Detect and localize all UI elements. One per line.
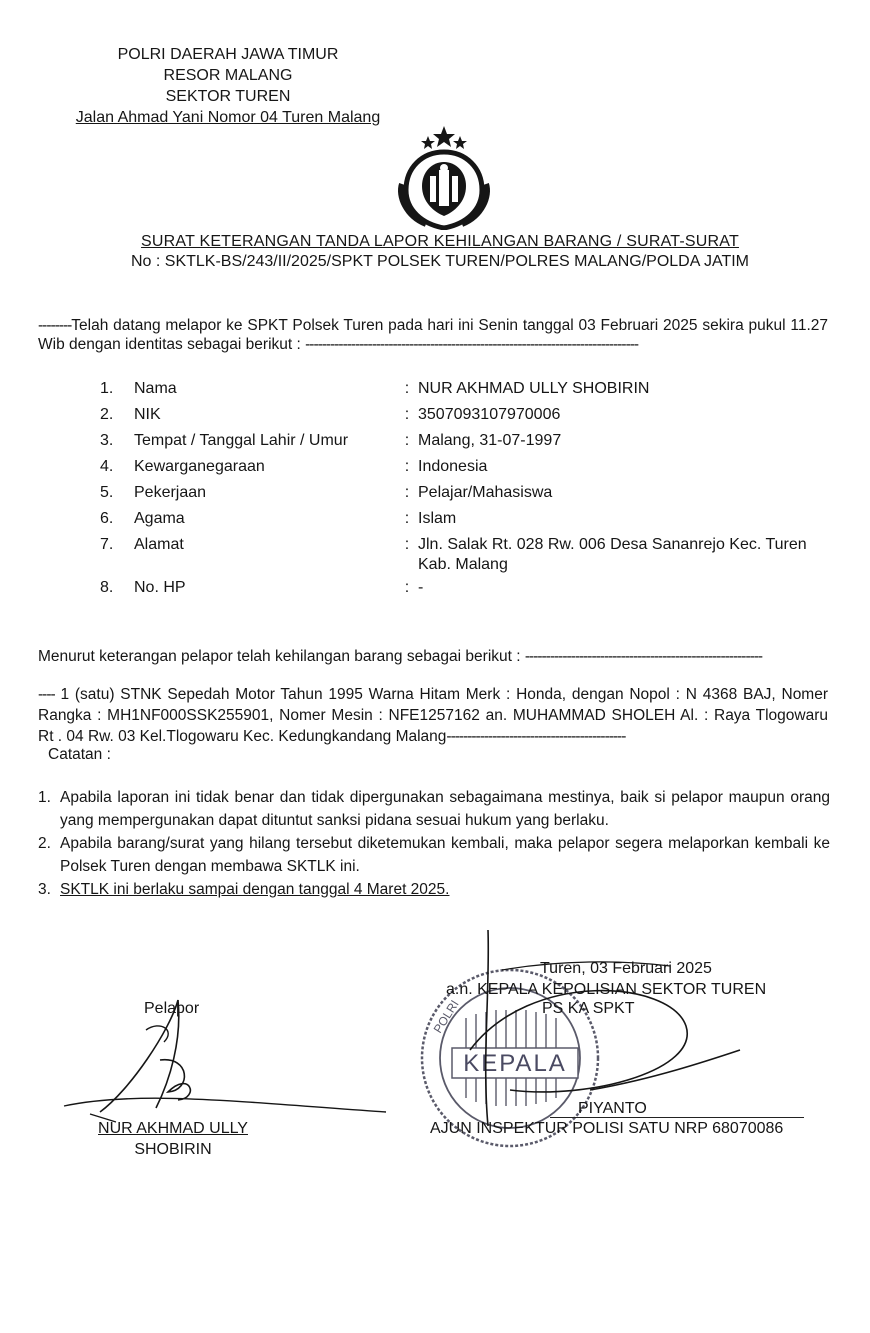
identity-value: Pelajar/Mahasiswa <box>418 484 553 501</box>
identity-number: 1. <box>100 380 114 397</box>
identity-colon: : <box>404 484 410 501</box>
reporter-name <box>88 1118 258 1160</box>
identity-number: 4. <box>100 458 114 475</box>
signature-rule <box>550 1117 804 1118</box>
note-text: SKTLK ini berlaku sampai dengan tanggal 4 Maret 2025. <box>60 881 450 898</box>
identity-row <box>100 402 830 428</box>
note-text: Apabila laporan ini tidak benar dan tidak dipergunakan sebagaimana mestinya, baik si pelapor maupun orang yang mempergunakan dapat dituntut sanksi pidana sesuai hukum yang berlaku. <box>60 789 830 829</box>
note-text: Apabila barang/surat yang hilang tersebut diketemukan kembali, maka pelapor segera melaporkan kembali ke Polsek Turen dengan membawa SKTLK ini. <box>60 835 830 875</box>
stamp-text: KEPALA <box>463 1050 567 1077</box>
catatan-label: Catatan : <box>48 746 111 763</box>
identity-value: Jln. Salak Rt. 028 Rw. 006 Desa Sananrejo Kec. Turen Kab. Malang <box>418 536 807 573</box>
notes-list <box>38 786 830 901</box>
letterhead-line1: POLRI DAERAH JAWA TIMUR <box>117 46 339 63</box>
on-behalf-line: a.n. KEPALA KEPOLISIAN SEKTOR TUREN <box>446 981 767 998</box>
note-item <box>38 832 830 878</box>
identity-value: Islam <box>418 510 457 527</box>
officer-signature-block <box>410 930 830 1170</box>
lost-intro-dash: --------------------------------------------------------- <box>524 648 763 665</box>
letterhead-line2: RESOR MALANG <box>163 67 293 84</box>
document-title: SURAT KETERANGAN TANDA LAPOR KEHILANGAN BARANG / SURAT-SURAT <box>141 233 739 250</box>
reporter-role: Pelapor <box>144 1000 200 1017</box>
identity-number: 7. <box>100 536 114 553</box>
identity-label: Alamat <box>134 536 184 553</box>
letterhead-line3: SEKTOR TUREN <box>165 88 291 105</box>
identity-colon: : <box>404 536 410 553</box>
officer-position: PS KA SPKT <box>542 1000 635 1017</box>
identity-colon: : <box>404 579 410 596</box>
lost-intro <box>38 648 828 666</box>
identity-row <box>100 376 830 402</box>
lost-items-trail-dash: ------------------------------------------- <box>446 728 626 745</box>
identity-number: 5. <box>100 484 114 501</box>
identity-colon: : <box>404 380 410 397</box>
identity-label: Pekerjaan <box>134 484 207 501</box>
lost-items-text: 1 (satu) STNK Sepedah Motor Tahun 1995 Warna Hitam Merk : Honda, dengan Nopol : N 4368 BAJ, Nomer Rangka : MH1NF000SSK255901, Nomer Mesin : NFE1257162 an. MUHAMMAD SHOLEH Al. : Raya Tlogowaru Rt . 04 Rw. 03 Kel.Tlogowaru Kec. Kedungkandang Malang <box>38 686 829 745</box>
intro-lead-dash: -------- <box>38 317 72 334</box>
identity-row <box>100 506 830 532</box>
identity-colon: : <box>404 510 410 527</box>
identity-colon: : <box>404 406 410 423</box>
identity-label: Tempat / Tanggal Lahir / Umur <box>134 432 349 449</box>
officer-rank: AJUN INSPEKTUR POLISI SATU NRP 68070086 <box>430 1120 784 1137</box>
stamp-ring-text: POLRI <box>430 997 462 1036</box>
identity-label: Nama <box>134 380 177 397</box>
note-item <box>38 878 830 901</box>
identity-label: Kewarganegaraan <box>134 458 265 475</box>
document-number: No : SKTLK-BS/243/II/2025/SPKT POLSEK TUREN/POLRES MALANG/POLDA JATIM <box>130 253 749 270</box>
note-number: 2. <box>38 835 51 852</box>
identity-row <box>100 428 830 454</box>
identity-value: Malang, 31-07-1997 <box>418 432 562 449</box>
identity-colon: : <box>404 432 410 449</box>
intro-text: Telah datang melapor ke SPKT Polsek Turen pada hari ini Senin tanggal 03 Februari 2025 sekira pukul 11.27 Wib dengan identitas sebagai berikut : <box>38 317 828 353</box>
letterhead-address: Jalan Ahmad Yani Nomor 04 Turen Malang <box>75 109 381 126</box>
note-item <box>38 786 830 832</box>
sign-date: Turen, 03 Februari 2025 <box>540 960 712 977</box>
lost-intro-text: Menurut keterangan pelapor telah kehilangan barang sebagai berikut : <box>38 648 521 665</box>
document-title-block <box>100 232 780 272</box>
identity-row <box>100 575 830 601</box>
officer-name: PIYANTO <box>578 1100 647 1117</box>
identity-row <box>100 454 830 480</box>
identity-number: 3. <box>100 432 114 449</box>
intro-trail-dash: -------------------------------------------------------------------------------- <box>305 336 639 353</box>
identity-number: 8. <box>100 579 114 596</box>
identity-value: - <box>418 579 424 596</box>
identity-value: NUR AKHMAD ULLY SHOBIRIN <box>418 380 650 397</box>
identity-number: 6. <box>100 510 114 527</box>
note-number: 3. <box>38 881 51 898</box>
identity-label: Agama <box>134 510 185 527</box>
identity-colon: : <box>404 458 410 475</box>
identity-list <box>100 376 830 601</box>
identity-label: NIK <box>134 406 161 423</box>
reporter-signature-block <box>60 990 400 1170</box>
reporter-name-line1: NUR AKHMAD ULLY <box>98 1120 248 1137</box>
identity-row <box>100 480 830 506</box>
identity-row <box>100 532 830 575</box>
reporter-signature-icon <box>60 990 400 1130</box>
identity-label: No. HP <box>134 579 186 596</box>
reporter-name-line2: SHOBIRIN <box>134 1141 212 1158</box>
identity-value: 3507093107970006 <box>418 406 561 423</box>
identity-value: Indonesia <box>418 458 488 475</box>
intro-paragraph <box>38 316 828 354</box>
identity-number: 2. <box>100 406 114 423</box>
police-emblem-icon <box>392 124 496 230</box>
note-number: 1. <box>38 789 51 806</box>
letterhead <box>38 44 418 128</box>
lost-items-lead-dash: ---- <box>38 686 55 703</box>
lost-items-paragraph <box>38 684 828 747</box>
